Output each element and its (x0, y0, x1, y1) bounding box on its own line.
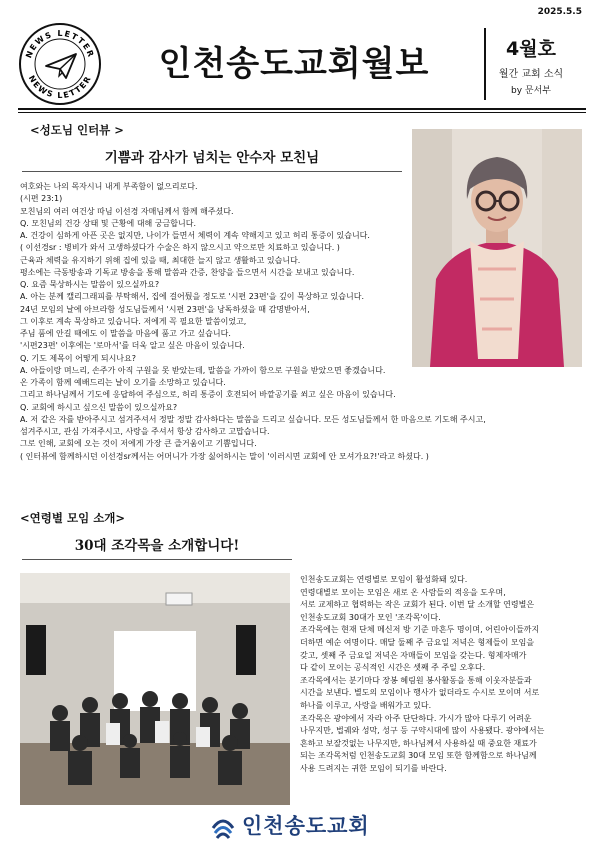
group-line: 조각목에는 현재 단체 메신저 방 기준 마흔두 명이며, 어린아이들까지 (300, 625, 540, 635)
issue-subtitle: 월간 교회 소식 (498, 69, 564, 80)
interview-line: Q. 교회에 하시고 싶으신 말씀이 있으실까요? (20, 402, 178, 412)
interview-body (20, 181, 580, 463)
logo-text-bottom: NEWS LETTER (26, 73, 94, 101)
interview-line: ( 인터뷰에 함께하시던 이선경sr께서는 어머니가 가장 싫어하시는 말이 '이러시면 교회에 안 모셔가요?!'라고 하셨다. ) (20, 451, 429, 461)
interview-line: 주님 품에 안길 때에도 이 말씀을 마음에 품고 가고 싶습니다. (20, 329, 231, 338)
masthead-divider (18, 108, 586, 110)
interview-line: Q. 모친님의 건강 상태 및 근황에 대해 궁금합니다. (20, 218, 197, 228)
group-line: 시간을 보낸다. 별도의 모임이나 행사가 없더라도 수시로 모이며 서로 (300, 688, 540, 698)
group-line: 서로 교제하고 협력하는 작은 교회가 된다. 이번 달 소개할 연령별은 (300, 600, 535, 610)
interview-line: Q. 요즘 묵상하시는 말씀이 있으실까요? (20, 280, 160, 289)
group-line: 더하면 예순 여명이다. 매달 둘째 주 금요일 저녁은 형제들이 모임을 (300, 637, 535, 647)
interview-line: A. 아들이랑 며느리, 손주가 아직 구원을 못 받았는데, 말씀을 가까이 함으로 구원을 받았으면 좋겠습니다. (20, 365, 386, 375)
church-emblem-icon (210, 810, 236, 840)
masthead-divider-thin (18, 112, 586, 113)
interview-line: Q. 기도 제목이 어떻게 되시나요? (20, 353, 136, 363)
interview-line: '시편23편' 이후에는 '로마서'를 더욱 알고 싶은 마음이 있습니다. (20, 341, 245, 351)
group-line: 사용 드려지는 귀한 모임이 되기를 바란다. (300, 763, 447, 773)
logo-text-top: NEWS LETTER (24, 28, 96, 60)
interview-line: 모친님의 여러 여건상 따님 이선경 자매님께서 함께 해주셨다. (20, 206, 234, 216)
group-photo (20, 573, 290, 805)
newsletter-logo (18, 22, 102, 106)
group-headline-underline (22, 559, 292, 560)
group-body (300, 574, 585, 776)
interview-line: 그리고 하나님께서 기도에 응답하여 주심으로, 허리 통증이 호전되어 바깥공기를 쐬고 싶은 마음이 있습니다. (20, 390, 396, 400)
group-line: 다 같이 모이는 공식적인 시간은 셋째 주 주일 오후다. (300, 663, 486, 673)
interview-line: 근육과 체력을 유지하기 위해 집에 있을 때, 최대한 늘지 않고 생활하고 있습니다. (20, 255, 301, 265)
group-line: 조각목은 광야에서 자라 아주 단단하다. 가시가 많아 다루기 어려운 (300, 713, 532, 723)
interview-line: 24년 모임의 날에 아브라함 성도님들께서 '시편 23편'을 낭독하셨을 때 감명받아서, (20, 304, 310, 314)
group-line: 흔하고 보잘것없는 나무지만, 하나님께서 사용하실 때 중요한 재료가 (300, 738, 537, 748)
issue-date: 2025.5.5 (537, 7, 582, 17)
issue-box (484, 28, 576, 100)
interview-section-label: <성도님 인터뷰 > (30, 123, 124, 137)
interview-line: (시편 23:1) (20, 194, 63, 204)
group-line: 되는 조각목처럼 인천송도교회 30대 모임 또한 함께함으로 하나님께 (300, 751, 537, 761)
group-line: 조각목에서는 분기마다 장봉 혜림원 봉사활동을 통해 이웃자분들과 (300, 675, 532, 685)
interview-line: ( 이선경sr : 병비가 와서 고생하셨다가 수술은 하지 않으시고 약으로만 치료하고 있습니다. ) (20, 243, 340, 253)
group-line: 인천송도교회 30대가 모인 '조각목'이다. (300, 612, 441, 622)
headline-underline (22, 171, 402, 172)
interview-line: A. 건강이 심하게 아픈 곳은 없지만, 나이가 들면서 체력이 계속 약해지고 있고 허리 통증이 있습니다. (20, 231, 370, 240)
interview-line: 섬겨주시고, 관심 가져주시고, 사랑을 주셔서 항상 감사하고 고맙습니다. (20, 427, 270, 436)
issue-month: 4월호 (506, 38, 556, 60)
group-section-label: <연령별 모임 소개> (20, 511, 126, 525)
interview-line: 평소에는 극동방송과 기독교 방송을 통해 말씀과 간증, 찬양을 들으면서 시간을 보내고 있습니다. (20, 267, 355, 277)
issue-author: by 문서부 (511, 86, 551, 96)
group-line: 하나를 이루고, 사랑을 배워가고 있다. (300, 700, 432, 710)
group-line: 갖고, 셋째 주 금요일 저녁은 자매들이 모임을 갖는다. 형제자매가 (300, 650, 527, 660)
group-line: 나무지만, 법궤와 성막, 성구 등 구약시대에 많이 사용됐다. 광야에서는 (300, 726, 545, 736)
church-name: 인천송도교회 (242, 814, 370, 838)
group-headline: 30대 조각목을 소개합니다! (74, 538, 240, 554)
interview-line: 온 가족이 함께 예배드리는 날이 오기를 소망하고 있습니다. (20, 378, 226, 387)
group-line: 연령대별로 모이는 모임은 새로 온 사람들의 적응을 도우며, (300, 587, 506, 597)
church-logo (210, 808, 390, 842)
interview-line: 그 이후로 계속 묵상하고 있습니다. 저에게 꼭 필요한 말씀이었고, (20, 316, 247, 326)
interview-line: A. 저 같은 자를 받아주시고 섬겨주셔서 정말 정말 감사하다는 말씀을 드리고 싶습니다. 모든 성도님들께서 한 마음으로 기도해 주시고, (20, 414, 486, 424)
paper-plane-icon (46, 54, 76, 78)
group-line: 인천송도교회는 연령별로 모임이 활성화돼 있다. (300, 575, 468, 584)
interview-line: 여호와는 나의 목자시니 내게 부족함이 없으리로다. (20, 182, 198, 191)
interview-line: A. 아는 분께 캘리그래피를 부탁해서, 집에 걸어뒀을 정도로 '시편 23편'을 깊이 묵상하고 있습니다. (20, 292, 364, 302)
interview-line: 그로 인해, 교회에 오는 것이 저에게 가장 큰 즐거움이고 기쁨입니다. (20, 439, 257, 449)
interview-headline: 기쁨과 감사가 넘치는 안수자 모친님 (104, 150, 320, 166)
newsletter-title: 인천송도교회월보 (158, 44, 430, 84)
